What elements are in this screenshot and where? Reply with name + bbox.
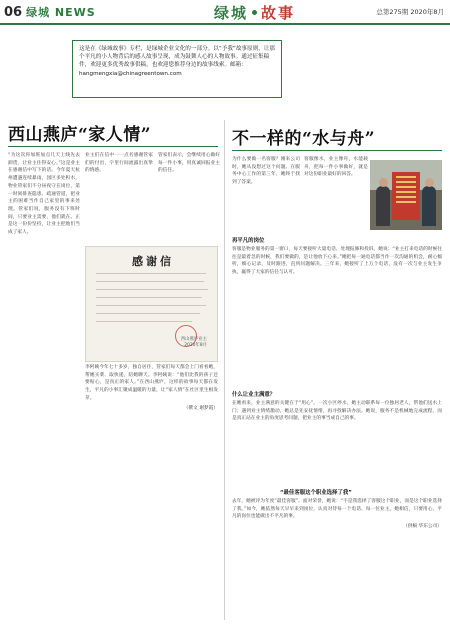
- section-title: [214, 2, 295, 23]
- page-number: 06: [4, 4, 23, 20]
- right-article-body2: 在她看来，业主满意的关键在于“用心”。一次小区停水，她主动联系每一位独居老人，帮他们送水上门；遇到业主情绪激动，她总是先安抚情绪，再寻找解决办法。她说，服务不是机械地完成流程，而是真正站在业主的角度思考问题，把业主的事当成自己的事。: [232, 401, 442, 422]
- letter-line: [96, 305, 206, 306]
- right-subheading-2: 什么让业主满意？: [232, 392, 276, 398]
- person-right-head-icon: [425, 178, 434, 187]
- column-intro-box: [72, 40, 282, 98]
- right-article-body3: 去年，她被评为年度“最佳客服”。面对荣誉，她说：“不是我选择了客服这个职业，而是这个职业选择了我。”如今，她依然每天早早来到岗位，认真对待每一个电话、每一位业主。她相信，只要用心，平凡的岗位也能做出不平凡的事。: [232, 499, 442, 520]
- section-dot-icon: [252, 10, 257, 15]
- letter-line: [96, 313, 200, 314]
- left-article-col2: 业主们在信中一一点名感谢管家们的付出，字里行间流露出真挚的情感。: [85, 153, 153, 174]
- letter-line: [96, 273, 206, 274]
- right-article-body1: 客服是物业服务的第一窗口，每天要接听大量电话、处理报修和投诉。她说：“业主打来电话的时候往往是最着急的时候，我们要做的，是让他放下心来。”她把每一通电话都当作一次沟通的机会，耐心倾听，细心记录，及时跟进，直到问题解决。三年来，她接听了上万个电话，没有一次与业主发生争执，赢得了大家的信任与认可。: [232, 247, 442, 276]
- letter-line: [96, 281, 204, 282]
- left-article-author: （撰文 谢梦霞）: [183, 405, 218, 411]
- person-left-head-icon: [379, 178, 388, 187]
- thank-you-letter-image: [85, 246, 218, 362]
- left-article-title: 西山燕庐“家人情”: [8, 125, 152, 145]
- award-photo: [370, 160, 442, 230]
- paper-name: 绿城 NEWS: [26, 6, 96, 19]
- person-left-icon: [376, 186, 390, 226]
- right-article-col2: 客服像水，业主像舟，水能载舟，把每一件小事做好，就是对这份职业最好的回答。: [304, 157, 368, 178]
- section-title-part2: 故事: [261, 4, 296, 22]
- right-subheading-3: “最佳客服这个职业选择了我”: [280, 490, 352, 496]
- section-title-part1: 绿城: [214, 4, 249, 22]
- left-article-col1: “为这次你加班加点几天上线先去卸货，让业主住得安心。”这是业主在感谢信中写下的话。今年夏天杭州遭遇连续暴雨，园区多处积水，物业管家们不分昼夜守在岗位，第一时间排查隐患、疏通管道，把业主的困难当作自己家里的事来处理。管家们说，服务没有下班时间，只要业主需要，他们就在。正是这一份份坚持，让业主把他们当成了家人。: [8, 153, 80, 236]
- banner-lettering: [396, 176, 416, 216]
- left-article-col3: 管家们表示，会继续用心做好每一件小事，用真诚回报业主的信任。: [158, 153, 220, 174]
- column-divider: [224, 120, 225, 620]
- header-rule: [0, 23, 450, 25]
- right-article-author: （供稿 华东公司）: [403, 524, 442, 530]
- right-article-title: 不一样的“水与舟”: [232, 129, 376, 149]
- left-article-col2-continued: [85, 364, 218, 622]
- right-article-body3-wrap: [232, 498, 442, 610]
- letter-title: 感谢信: [132, 255, 174, 268]
- left-article-col2b-text: 李阿姨今年七十多岁，独自居住，管家们每天都会上门看看她，帮她买菜、取快递，陪她聊天。李阿姨说：“他们比我的孩子还要贴心，是真正的家人。”在西山燕庐，这样的故事每天都在发生，平凡的小事汇聚成温暖的力量，让“家人情”在社区里生根发芽。: [85, 365, 218, 401]
- page-header: [0, 0, 450, 26]
- column-intro-text: 这是在《绿城故事》专栏，是绿城企业文化的一部分。以“予我”故事原则，让那个平凡的小人物背后的感人故事呈现，成为鼓舞人心的人物故事。通过征集稿件，欢迎更多优秀故事供稿，也欢迎您推荐身边的故事线索。邮箱：hangmengxia@chinagreentown.com: [79, 46, 275, 77]
- right-subheading-1: 再平凡的岗位: [232, 238, 265, 244]
- right-article-col1: 为什么要做一名客服？刚来公司时，她从没想过这个问题。在服务中心工作的第三年，她终于找到了答案。: [232, 157, 300, 186]
- header-left: [4, 4, 96, 20]
- person-right-icon: [422, 186, 436, 226]
- letter-signature: 西山燕庐业主 2020年8月: [180, 337, 207, 348]
- letter-line: [96, 289, 208, 290]
- letter-line: [96, 321, 192, 322]
- left-title-rule: [8, 146, 218, 147]
- right-title-rule: [232, 150, 442, 151]
- letter-line: [96, 297, 202, 298]
- issue-info: 总第275期 2020年8月: [376, 8, 444, 16]
